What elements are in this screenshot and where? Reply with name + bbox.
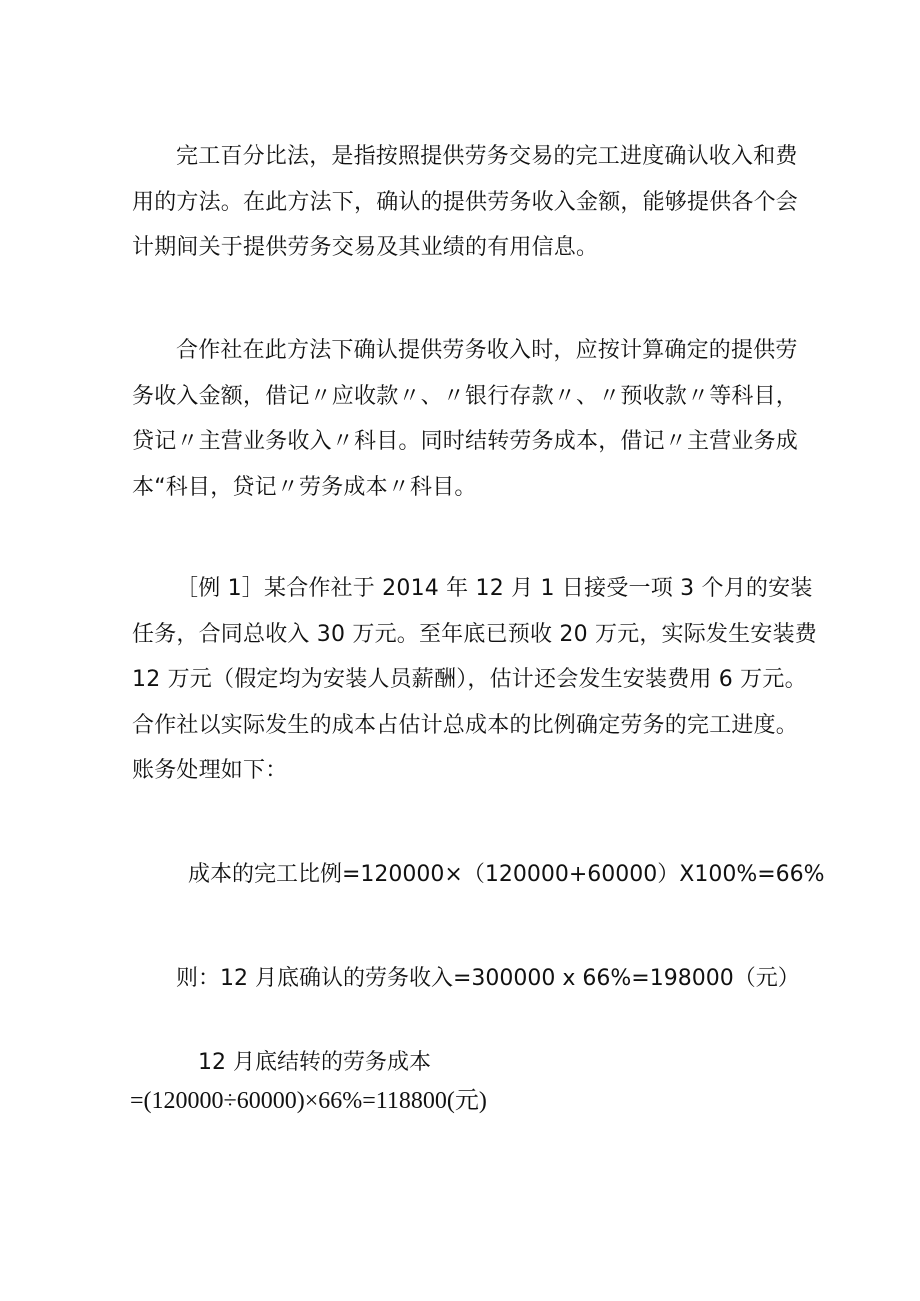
formula-december-cost-label: 12 月底结转的劳务成本 — [198, 1050, 431, 1075]
paragraph-line: 完工百分比法，是指按照提供劳务交易的完工进度确认收入和费 — [176, 144, 798, 169]
paragraph-example-1 — [132, 566, 817, 794]
formula-december-revenue: 则：12 月底确认的劳务收入=300000 x 66%=198000（元） — [176, 966, 800, 991]
paragraph-line: 账务处理如下： — [132, 758, 288, 783]
paragraph-line: 本“科目，贷记〃劳务成本〃科目。 — [132, 474, 477, 500]
paragraph-line: ［例 1］某合作社于 2014 年 12 月 1 日接受一项 3 个月的安装 — [176, 576, 813, 601]
paragraph-line: 用的方法。在此方法下，确认的提供劳务收入金额，能够提供各个会 — [132, 189, 799, 215]
formula-completion-ratio: 成本的完工比例=120000×（120000+60000）X100%=66% — [188, 862, 825, 887]
paragraph-line: 贷记〃主营业务收入〃科目。同时结转劳务成本，借记〃主营业务成 — [132, 429, 799, 454]
formula-december-cost-value: =(120000÷60000)×66%=118800(元) — [130, 1088, 487, 1114]
paragraph-line: 计期间关于提供劳务交易及其业绩的有用信息。 — [132, 235, 599, 260]
paragraph-line: 合作社在此方法下确认提供劳务收入时，应按计算确定的提供劳 — [176, 338, 798, 363]
paragraph-completion-method-definition — [132, 134, 802, 271]
paragraph-accounting-entries — [132, 328, 802, 510]
paragraph-line: 务收入金额，借记〃应收款〃、〃银行存款〃、〃预收款〃等科目， — [132, 383, 799, 409]
paragraph-line: 12 万元（假定均为安装人员薪酬），估计还会发生安装费用 6 万元。 — [132, 667, 807, 692]
paragraph-line: 任务，合同总收入 30 万元。至年底已预收 20 万元，实际发生安装费 — [132, 621, 817, 647]
paragraph-line: 合作社以实际发生的成本占估计总成本的比例确定劳务的完工进度。 — [132, 712, 799, 738]
